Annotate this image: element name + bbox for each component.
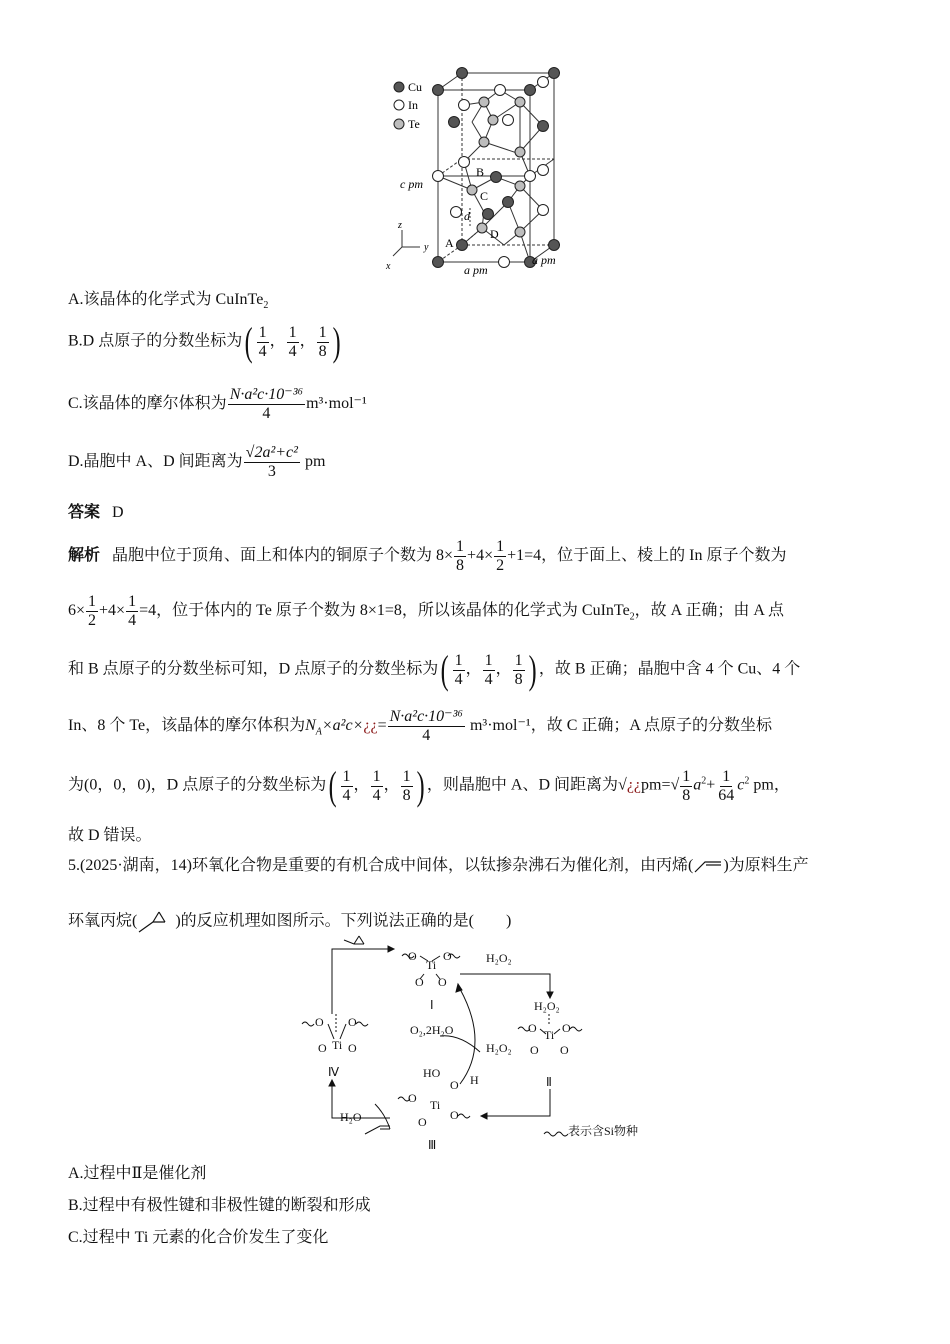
- label-IV: Ⅳ: [328, 1065, 340, 1079]
- reaction-mechanism-figure: [290, 934, 660, 1154]
- analysis-line-4: In、8 个 Te，该晶体的摩尔体积为$N_A\times a^2c\times¿¿=$ $\frac{\text{N·a²c·10⁻³⁶}}{4}$ m³·mol⁻¹，故 C 正确；A 点原子的分数坐标: [68, 708, 773, 744]
- label-II: Ⅱ: [546, 1075, 552, 1089]
- axis-y: y: [424, 242, 429, 253]
- svg-text:O: O: [562, 1021, 571, 1035]
- cu-atom: [433, 85, 444, 96]
- svg-text:O: O: [415, 975, 424, 989]
- svg-text:O: O: [408, 1091, 417, 1105]
- analysis-line-2: 6× $\frac{1}{2}$ +4× $\frac{1}{4}$ =4，位于体内的 Te 原子个数为 8×1=8，所以该晶体的化学式为 CuInTe$_2$，故 A 正确；由 A 点: [68, 593, 785, 629]
- axis-z: z: [398, 220, 402, 231]
- in-atom: [503, 115, 514, 126]
- legend-cu: Cu: [408, 80, 423, 94]
- in-atom: [495, 85, 506, 96]
- q5-option-c: C.过程中 Ti 元素的化合价发生了变化: [68, 1229, 329, 1246]
- cu-atom: [449, 117, 460, 128]
- axes-icon: [393, 230, 420, 256]
- te-atom: [515, 227, 525, 237]
- label-h2o: H₂O: [340, 1110, 362, 1124]
- cu-atom: [491, 172, 502, 183]
- q5-stem-line-2: 环氧丙烷( )的反应机理如图所示。下列说法正确的是( ): [68, 908, 511, 936]
- cu-atom: [457, 68, 468, 79]
- q4-option-c: C.该晶体的摩尔体积为 $\frac{\text{N·a²c·10⁻³⁶}}{4}$ m³·mol⁻¹: [68, 386, 367, 422]
- crystal-cell-figure: [380, 62, 580, 277]
- q4-option-a: A.该晶体的化学式为 CuInTe$_2$: [68, 291, 269, 312]
- epoxypropane-icon: [137, 908, 175, 936]
- cu-atom: [433, 257, 444, 268]
- label-D: D: [490, 227, 499, 241]
- svg-text:O: O: [450, 1108, 459, 1122]
- svg-text:O: O: [443, 949, 452, 963]
- label-a-right: a pm: [532, 253, 556, 267]
- q4-answer: 答案 D: [68, 504, 124, 521]
- svg-text:O: O: [560, 1043, 569, 1057]
- cu-atom: [525, 85, 536, 96]
- label-o2-h2o: O₂,2H₂O: [410, 1023, 454, 1037]
- analysis-line-3: 和 B 点原子的分数坐标可知，D 点原子的分数坐标为( $\frac{1}{4}$ ， $\frac{1}{4}$ ， $\frac{1}{8}$ ) ，故 B 正确；晶胞中含 4 个 Cu、4 个: [68, 647, 801, 692]
- analysis-line-5: 为(0，0，0)，D 点原子的分数坐标为( $\frac{1}{4}$ ， $\frac{1}{4}$ ， $\frac{1}{8}$ ) ，则晶胞中 A、D 间距离为√¿¿pm=√ $\frac{1}{8}$ $a^2+$ $\frac{1}{64}$ $c^2$ pm，: [68, 763, 790, 808]
- te-atom: [488, 115, 498, 125]
- in-atom: [538, 77, 549, 88]
- cu-legend-dot: [394, 82, 404, 92]
- q5-option-b: B.过程中有极性键和非极性键的断裂和形成: [68, 1197, 371, 1214]
- svg-text:O: O: [408, 949, 417, 963]
- te-atom: [479, 137, 489, 147]
- label-d: d: [464, 209, 470, 223]
- cu-atom: [457, 240, 468, 251]
- q5-stem-line-1: 5.(2025·湖南，14)环氧化合物是重要的有机合成中间体，以钛掺杂沸石为催化剂，由丙烯( )为原料生产: [68, 857, 809, 874]
- analysis-line-1: 解析 晶胞中位于顶角、面上和体内的铜原子个数为 8× $\frac{1}{8}$ +4× $\frac{1}{2}$ +1=4，位于面上、棱上的 In 原子个数为: [68, 538, 787, 574]
- q4-option-b: B.D 点原子的分数坐标为( $\frac{1}{4}$ ， $\frac{1}{4}$ ， $\frac{1}{8}$ ): [68, 319, 341, 364]
- propene-icon: [693, 858, 723, 874]
- svg-text:Ti: Ti: [332, 1038, 343, 1052]
- svg-text:O: O: [530, 1043, 539, 1057]
- in-atom: [451, 207, 462, 218]
- in-atom: [433, 171, 444, 182]
- te-atom: [515, 97, 525, 107]
- analysis-line-6: 故 D 错误。: [68, 827, 152, 844]
- svg-text:O: O: [315, 1015, 324, 1029]
- in-atom: [525, 171, 536, 182]
- svg-text:O: O: [418, 1115, 427, 1129]
- label-B: B: [476, 165, 485, 179]
- svg-text:O: O: [348, 1041, 357, 1055]
- legend-in: In: [408, 98, 418, 112]
- te-atom: [515, 181, 525, 191]
- cu-atom: [549, 240, 560, 251]
- svg-text:O: O: [438, 975, 447, 989]
- label-h2o2-mid: H₂O₂: [486, 1041, 512, 1055]
- in-atom: [459, 157, 470, 168]
- in-legend-dot: [394, 100, 404, 110]
- label-h2o2-top: H₂O₂: [486, 951, 512, 965]
- label-C: C: [480, 189, 489, 203]
- svg-text:Ti: Ti: [426, 958, 437, 972]
- svg-text:H₂O₂: H₂O₂: [534, 999, 560, 1013]
- svg-text:Ti: Ti: [544, 1028, 555, 1042]
- cu-atom: [538, 121, 549, 132]
- svg-text:O: O: [348, 1015, 357, 1029]
- svg-text:Ti: Ti: [430, 1098, 441, 1112]
- cu-atom: [549, 68, 560, 79]
- cu-atom: [483, 209, 494, 220]
- svg-text:H: H: [470, 1073, 479, 1087]
- cu-atom: [503, 197, 514, 208]
- svg-text:O: O: [318, 1041, 327, 1055]
- legend-te: Te: [408, 117, 420, 131]
- label-I: Ⅰ: [430, 998, 434, 1012]
- in-atom: [538, 205, 549, 216]
- te-atom: [479, 97, 489, 107]
- te-atom: [515, 147, 525, 157]
- label-c-pm: c pm: [400, 177, 423, 191]
- label-a-bottom: a pm: [464, 263, 488, 277]
- in-atom: [538, 165, 549, 176]
- svg-text:HO: HO: [423, 1066, 441, 1080]
- label-III: Ⅲ: [428, 1138, 437, 1152]
- q5-option-a: A.过程中Ⅱ是催化剂: [68, 1165, 207, 1182]
- axis-x: x: [386, 261, 391, 272]
- svg-text:O: O: [450, 1078, 459, 1092]
- in-atom: [459, 100, 470, 111]
- q4-option-d: D.晶胞中 A、D 间距离为 $\frac{\text{√2a²+c²}}{3}$ pm: [68, 444, 326, 480]
- te-atom: [467, 185, 477, 195]
- in-atom: [499, 257, 510, 268]
- te-legend-dot: [394, 119, 404, 129]
- te-atom: [477, 223, 487, 233]
- svg-text:O: O: [528, 1021, 537, 1035]
- label-A: A: [445, 236, 454, 250]
- si-legend: 表示含Si物种: [568, 1124, 639, 1138]
